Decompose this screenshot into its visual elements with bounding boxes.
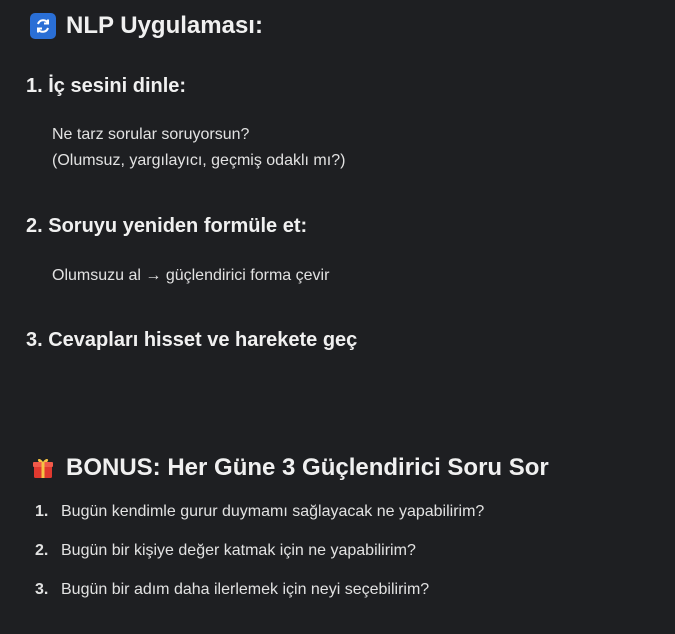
- step-3-heading: 3. Cevapları hisset ve harekete geç: [26, 329, 358, 351]
- bonus-item-2-number: 2.: [35, 542, 49, 559]
- step-1-line-2: (Olumsuz, yargılayıcı, geçmiş odaklı mı?): [52, 152, 346, 169]
- bonus-item-1-text: Bugün kendimle gurur duymamı sağlayacak ne yapabilirim?: [61, 503, 485, 520]
- step-1-heading: 1. İç sesini dinle:: [26, 75, 187, 97]
- bonus-item-2-text: Bugün bir kişiye değer katmak için ne yapabilirim?: [61, 542, 416, 559]
- bonus-title: [30, 454, 549, 482]
- step-2-line-1: Olumsuzu al → güçlendirici forma çevir: [52, 267, 330, 284]
- title-text: NLP Uygulaması:: [66, 12, 263, 39]
- step-1-text: [52, 122, 345, 174]
- step-2-heading: 2. Soruyu yeniden formüle et:: [26, 215, 308, 237]
- gift-icon: [30, 455, 56, 481]
- bonus-item-1-number: 1.: [35, 503, 49, 520]
- bonus-item-3-number: 3.: [35, 581, 49, 598]
- refresh-arrows-icon: [30, 13, 56, 39]
- step-2-text: [52, 263, 329, 289]
- bonus-item-2: [35, 542, 416, 560]
- bonus-item-1: [35, 503, 484, 521]
- bonus-item-3: [35, 581, 429, 599]
- section-title: [30, 12, 263, 40]
- step-1-line-1: Ne tarz sorular soruyorsun?: [52, 126, 250, 143]
- bonus-item-3-text: Bugün bir adım daha ilerlemek için neyi seçebilirim?: [61, 581, 430, 598]
- bonus-title-text: BONUS: Her Güne 3 Güçlendirici Soru Sor: [66, 454, 549, 481]
